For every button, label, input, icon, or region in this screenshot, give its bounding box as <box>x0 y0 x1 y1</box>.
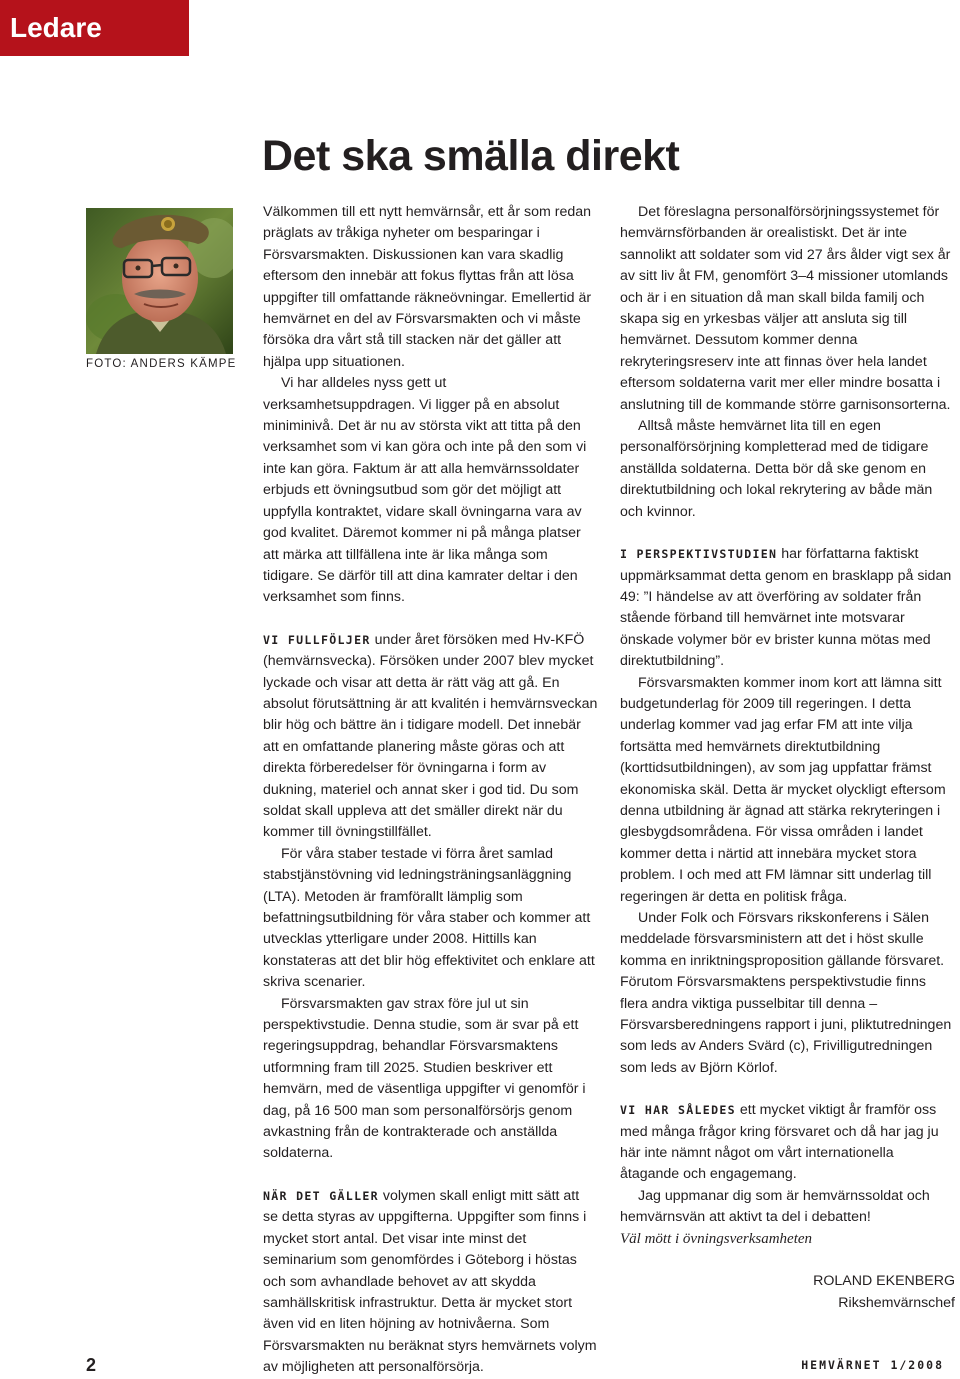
paragraph: Vi har alldeles nyss gett ut verksamhetsuppdragen. Vi ligger på en absolut miniminivå. Det är nu av största vikt att titta på den verksamhet som vi kan göra och inte på den som vi inte kan göra. Faktum är att alla hemvärnssoldater erbjuds ett övningsutbud som gör det möjligt att uppfylla kontraktet, vidare skall övningarna vara av god kvalitet. Däremot kommer ni på många platser att märka att tillfällena inte är lika många som tidigare. Se därför till att dina kamrater deltar i den verksamhet som finns. <box>263 375 587 606</box>
paragraph: Under Folk och Försvars rikskonferens i Sälen meddelade försvarsministern att det i höst skulle komma en inriktningsproposition gällande försvaret. Förutom Försvarsmaktens perspektivstudie finns flera andra viktiga pusselbitar till denna – Försvarsberedningens rapport i juni, pliktutredningen som leds av Anders Svärd (c), Frivilligutredningen som leds av Björn Körlof. <box>620 910 952 1076</box>
paragraph: Välkommen till ett nytt hemvärnsår, ett år som redan präglats av tråkiga nyheter om besparingar i Försvarsmakten. Diskussionen kan vara skadlig eftersom den innebär att fokus flyttas från att lösa uppgifter till omfattande räkneövningar. Emellertid är hemvärnet en del av Försvarsmakten och vi måste försöka dra vårt stå till stacken när det gäller att hjälpa upp situationen. <box>263 204 592 370</box>
paragraph <box>620 1100 955 1186</box>
page-number: 2 <box>86 1355 97 1375</box>
paragraph: För våra staber testade vi förra året samlad stabstjänstövning vid ledningsträningsanläggning (LTA). Metoden är framförallt lämplig som befattningsutbildning för våra staber och kommer att utvecklas ytterligare under 2008. Hittills kan konstateras att det blir hög effektivitet och enklare att skriva scenarier. <box>263 845 595 991</box>
photo-credit: FOTO: ANDERS KÄMPE <box>86 358 237 370</box>
paragraph-lead: VI FULLFÖLJER <box>263 632 371 647</box>
magazine-issue: HEMVÄRNET 1/2008 <box>801 1358 944 1372</box>
paragraph: Försvarsmakten kommer inom kort att lämna sitt budgetunderlag för 2009 till regeringen. I detta underlag kommer vad jag erfar FM att inte vilja fortsätta med hemvärnets direktutbildning (korttidsutbildningen), av som jag uppfattar främst ekonomiska skäl. Detta är mycket olyckligt eftersom denna utbildning är ägnad att stärka rekryteringen i glesbygdsområdena. För vissa områden i landet kommer detta i närtid att innebära mycket stora problem. I och med att FM lämnar sitt underlag till regeringen är detta en politisk fråga. <box>620 674 946 905</box>
paragraph-text: under året försöken med Hv-KFÖ (hemvärnsvecka). Försöken under 2007 blev mycket lyckade och visar att detta är rätt väg att gå. En absolut förutsättning är att kvalitén i hemvärnsveckan blir hög och bättre än i tidigare modell. Det innebär att en omfattande planering måste göras och att direkta förberedelser för övningarna i form av dukning, materiel och annat sker i god tid. Du som soldat skall uppleva att det smäller direkt när du kommer till övningstillfället. <box>263 631 598 841</box>
left-column <box>263 202 598 1379</box>
right-column <box>620 202 955 1314</box>
paragraph: Försvarsmakten gav strax före jul ut sin perspektivstudie. Denna studie, som är svar på ett regeringsuppdrag, behandlar Försvarsmaktens utformning fram till 2025. Studien beskriver ett hemvärn, med de väsentliga uppgifter vi genomför i dag, på 16 500 man som personalförsörjs genom avkastning från de kontrakterade och anställda soldaterna. <box>263 995 586 1162</box>
paragraph-text: ett mycket viktigt år framför oss med många frågor kring försvaret och då har jag ju här inte nämnt något om vårt internationella åtagande och engagemang. <box>620 1102 939 1183</box>
paragraph <box>620 544 955 672</box>
article-headline: Det ska smälla direkt <box>262 132 680 180</box>
paragraph: Det föreslagna personalförsörjningssystemet för hemvärnsförbanden är orealistiskt. Det är inte sannolikt att soldater som vid 27 års ålder vigt sex år av sitt liv åt FM, genomfört 3–4 missioner utomlands och är i en situation då man skall bilda familj och skapa sig en yrkesbas väljer att ansluta sig till hemvärnet. Dessutom kommer denna rekryteringsreserv inte att finnas över hela landet eftersom soldaterna varit mer eller mindre bosatta i anslutning till de kommande större garnisonsorterna. <box>620 204 951 413</box>
paragraph-text: volymen skall enligt mitt sätt att se detta styras av uppgifterna. Uppgifter som finns i mycket stort antal. Det visar inte minst det seminarium som genomfördes i Göteborg i höstas och som avhandlade behovet av att skydda samhällskritisk infrastruktur. Detta är mycket stort även vid en liten höjning av hotnivåerna. Som Försvarsmakten nu beräknat styrs hemvärnets volym av möjligheten att personalförsörja. <box>263 1187 597 1376</box>
section-tag: Ledare <box>0 0 189 56</box>
paragraph-text: har författarna faktiskt uppmärksammat detta genom en brasklapp på sidan 49: ”I händelse av att överföring av soldater från stående förband till hemvärnet inte motsvarar önskade volymer bör ev brister kunna mötas med direktutbildning”. <box>620 546 952 670</box>
sign-off: Väl mött i övningsverksamheten <box>620 1230 813 1247</box>
paragraph <box>263 1186 598 1379</box>
paragraph-lead: I PERSPEKTIVSTUDIEN <box>620 547 778 562</box>
paragraph-lead: VI HAR SÅLEDES <box>620 1103 736 1118</box>
signature-title: Rikshemvärnschef <box>838 1294 955 1311</box>
paragraph: Jag uppmanar dig som är hemvärnssoldat och hemvärnsvän att aktivt ta del i debatten! <box>620 1187 930 1226</box>
signature-name: ROLAND EKENBERG <box>813 1273 955 1290</box>
signature <box>620 1271 955 1314</box>
paragraph: Alltså måste hemvärnet lita till en egen personalförsörjning kompletterad med de tidigare anställda soldaterna. Detta bör då ske genom en direktutbildning och lokal rekrytering av både män och kvinnor. <box>620 418 933 520</box>
paragraph-lead: NÄR DET GÄLLER <box>263 1188 379 1203</box>
author-portrait <box>86 208 233 354</box>
paragraph <box>263 630 598 844</box>
